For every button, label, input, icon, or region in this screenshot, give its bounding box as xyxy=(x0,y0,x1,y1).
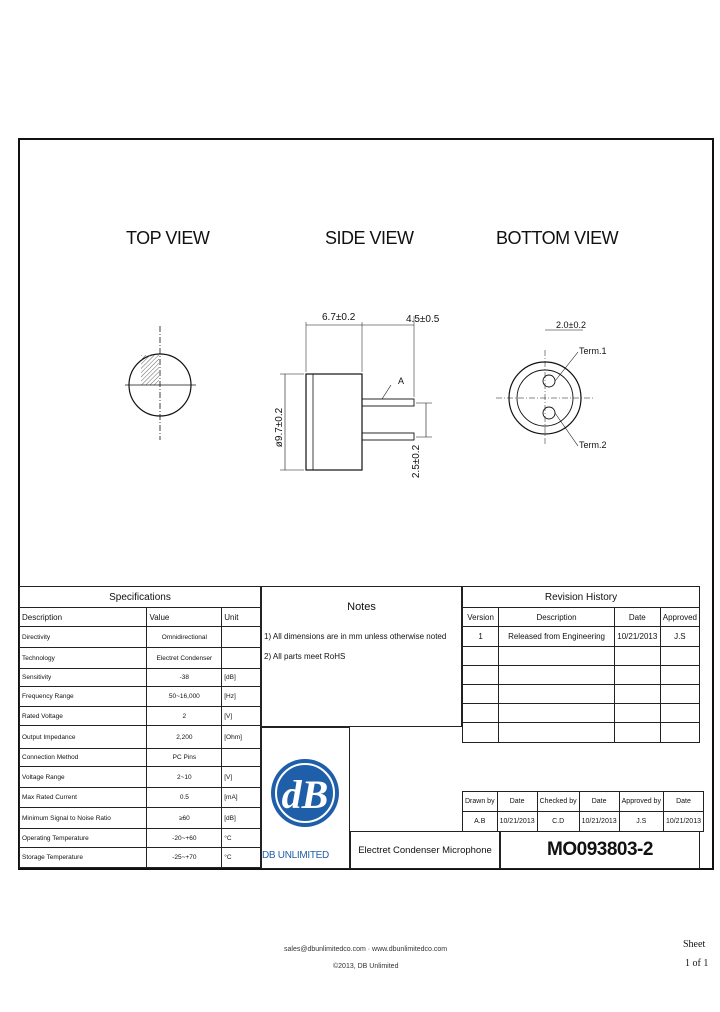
spec-value: Electret Condenser xyxy=(147,648,222,669)
logo-text: DB UNLIMITED xyxy=(262,850,329,861)
spec-desc: Minimum Signal to Noise Ratio xyxy=(20,808,147,829)
notes-title: Notes xyxy=(347,601,376,613)
top-view-title: TOP VIEW xyxy=(126,228,210,248)
rev-version: 1 xyxy=(463,627,499,647)
specifications-table xyxy=(19,586,261,868)
spec-value: -38 xyxy=(147,669,222,687)
length-dimension: 6.7±0.2 xyxy=(322,312,356,323)
spec-desc: Frequency Range xyxy=(20,687,147,707)
term-spacing-dimension: 2.0±0.2 xyxy=(556,320,586,330)
specs-header-unit: Unit xyxy=(222,608,261,627)
rev-header-description: Description xyxy=(499,608,615,627)
sheet-label: Sheet xyxy=(683,939,706,950)
spec-desc: Connection Method xyxy=(20,749,147,767)
pin-length-dimension: 4.5±0.5 xyxy=(406,314,440,325)
spec-desc: Voltage Range xyxy=(20,767,147,788)
spec-unit: [dB] xyxy=(222,808,261,829)
note-item: 1) All dimensions are in mm unless otherwise noted xyxy=(264,632,447,641)
drawn-by-header: Drawn by xyxy=(463,792,498,812)
spec-row xyxy=(20,627,261,648)
spec-unit: [mA] xyxy=(222,788,261,808)
spec-desc: Max Rated Current xyxy=(20,788,147,808)
spec-unit: °C xyxy=(222,829,261,848)
spec-unit xyxy=(222,627,261,648)
approved-by-value: J.S xyxy=(619,812,663,832)
rev-date: 10/21/2013 xyxy=(614,627,660,647)
notes-box xyxy=(261,586,462,727)
rev-header-approved: Approved xyxy=(660,608,699,627)
spec-unit: °C xyxy=(222,848,261,868)
product-name: Electret Condenser Microphone xyxy=(350,831,500,869)
spec-unit: [Hz] xyxy=(222,687,261,707)
specs-header-desc: Description xyxy=(20,608,147,627)
side-view-title: SIDE VIEW xyxy=(325,228,414,248)
spec-value: Omnidirectional xyxy=(147,627,222,648)
part-number: MO093803-2 xyxy=(500,831,700,869)
term2-label: Term.2 xyxy=(579,440,607,450)
checked-by-value: C.D xyxy=(537,812,579,832)
spec-row xyxy=(20,669,261,687)
spec-desc: Technology xyxy=(20,648,147,669)
bottom-view-title: BOTTOM VIEW xyxy=(496,228,619,248)
pin-spacing-dimension: 2.5±0.2 xyxy=(411,444,423,479)
spec-unit: [dB] xyxy=(222,669,261,687)
footer-copyright: ©2013, DB Unlimited xyxy=(333,963,399,970)
spec-desc: Sensitivity xyxy=(20,669,147,687)
spec-row xyxy=(20,767,261,788)
spec-value: 2~10 xyxy=(147,767,222,788)
rev-description: Released from Engineering xyxy=(499,627,615,647)
drawn-by-value: A.B xyxy=(463,812,498,832)
spec-value: -20~+60 xyxy=(147,829,222,848)
date-header: Date xyxy=(497,792,537,812)
side-view-drawing xyxy=(280,316,432,470)
revision-title: Revision History xyxy=(463,587,700,608)
spec-unit xyxy=(222,648,261,669)
spec-unit: [V] xyxy=(222,767,261,788)
spec-unit: [Ohm] xyxy=(222,726,261,749)
sheet-value: 1 of 1 xyxy=(685,958,709,969)
logo-box xyxy=(261,727,350,869)
rev-approved: J.S xyxy=(660,627,699,647)
spec-unit: [V] xyxy=(222,707,261,726)
logo-monogram: dB xyxy=(281,772,329,817)
spec-value: PC Pins xyxy=(147,749,222,767)
note-item: 2) All parts meet RoHS xyxy=(264,652,346,661)
spec-row xyxy=(20,648,261,669)
spec-row xyxy=(20,788,261,808)
spec-row xyxy=(20,829,261,848)
spec-row xyxy=(20,808,261,829)
date-value: 10/21/2013 xyxy=(579,812,619,832)
top-view-drawing xyxy=(125,326,196,440)
date-value: 10/21/2013 xyxy=(497,812,537,832)
rev-header-version: Version xyxy=(463,608,499,627)
date-header: Date xyxy=(663,792,703,812)
spec-row xyxy=(20,707,261,726)
term1-label: Term.1 xyxy=(579,346,607,356)
date-header: Date xyxy=(579,792,619,812)
spec-row xyxy=(20,687,261,707)
specs-title: Specifications xyxy=(20,587,261,608)
spec-value: -25~+70 xyxy=(147,848,222,868)
checked-by-header: Checked by xyxy=(537,792,579,812)
spec-value: ≥60 xyxy=(147,808,222,829)
spec-row xyxy=(20,726,261,749)
marker-label: A xyxy=(398,376,405,386)
diameter-dimension: ø9.7±0.2 xyxy=(274,407,286,448)
spec-value: 2 xyxy=(147,707,222,726)
spec-desc: Storage Temperature xyxy=(20,848,147,868)
rev-header-date: Date xyxy=(614,608,660,627)
spec-desc: Rated Voltage xyxy=(20,707,147,726)
spec-desc: Output Impedance xyxy=(20,726,147,749)
spec-unit xyxy=(222,749,261,767)
spec-desc: Operating Temperature xyxy=(20,829,147,848)
db-logo xyxy=(262,728,349,868)
approved-by-header: Approved by xyxy=(619,792,663,812)
spec-row xyxy=(20,749,261,767)
approvals-table xyxy=(462,791,704,832)
footer-contact: sales@dbunlimitedco.com · www.dbunlimitedco.com xyxy=(284,946,448,953)
specs-header-value: Value xyxy=(147,608,222,627)
spec-value: 0.5 xyxy=(147,788,222,808)
date-value: 10/21/2013 xyxy=(663,812,703,832)
spec-desc: Directivity xyxy=(20,627,147,648)
revision-table xyxy=(462,586,700,743)
spec-row xyxy=(20,848,261,868)
spec-value: 50~16,000 xyxy=(147,687,222,707)
spec-value: 2,200 xyxy=(147,726,222,749)
